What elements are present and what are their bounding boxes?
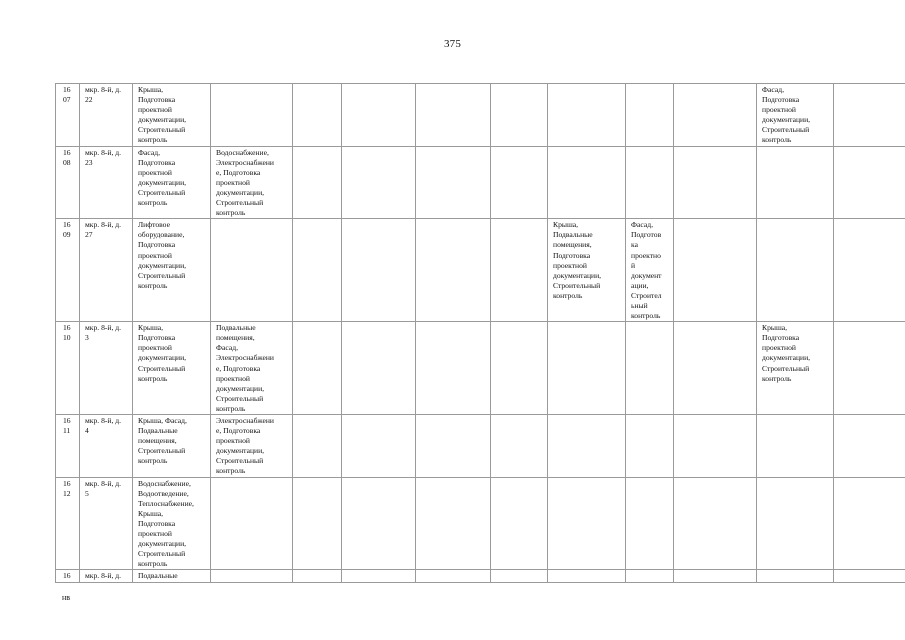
work-types-cell xyxy=(416,219,491,322)
work-types-cell xyxy=(834,322,905,415)
table-row xyxy=(56,322,905,415)
work-types-cell xyxy=(757,146,834,219)
work-types-cell: Крыша, Подвальные помещения, Подготовка проектной документации, Строительный контроль xyxy=(548,219,626,322)
work-types-cell xyxy=(416,146,491,219)
work-types-cell xyxy=(491,84,548,147)
work-types-cell: Электроснабжени е, Подготовка проектной документации, Строительный контроль xyxy=(211,415,293,478)
work-types-cell xyxy=(757,477,834,570)
address-cell: мкр. 8-й, д. 23 xyxy=(80,146,133,219)
work-types-cell xyxy=(491,219,548,322)
work-types-cell xyxy=(342,570,416,582)
footer-note: нв xyxy=(62,593,71,602)
work-types-cell xyxy=(491,570,548,582)
work-types-cell xyxy=(626,570,674,582)
table-row xyxy=(56,477,905,570)
work-types-cell xyxy=(834,146,905,219)
table-row xyxy=(56,219,905,322)
work-types-cell xyxy=(834,570,905,582)
work-types-cell xyxy=(491,477,548,570)
work-types-cell xyxy=(342,477,416,570)
address-cell: мкр. 8-й, д. 5 xyxy=(80,477,133,570)
work-types-cell xyxy=(342,219,416,322)
address-cell: мкр. 8-й, д. 3 xyxy=(80,322,133,415)
row-number-cell: 16 08 xyxy=(56,146,80,219)
row-number-cell: 16 12 xyxy=(56,477,80,570)
work-types-cell xyxy=(674,415,757,478)
work-types-cell xyxy=(548,322,626,415)
work-types-cell xyxy=(548,146,626,219)
work-types-cell xyxy=(416,84,491,147)
work-types-cell xyxy=(548,415,626,478)
work-types-cell xyxy=(416,477,491,570)
work-types-cell: Лифтовое оборудование, Подготовка проектной документации, Строительный контроль xyxy=(133,219,211,322)
work-types-cell xyxy=(293,570,342,582)
work-types-cell xyxy=(342,322,416,415)
work-types-cell xyxy=(674,570,757,582)
work-types-cell xyxy=(757,219,834,322)
work-types-cell: Подвальные xyxy=(133,570,211,582)
table-row xyxy=(56,570,905,582)
work-types-cell xyxy=(674,146,757,219)
work-types-cell xyxy=(674,84,757,147)
work-types-cell xyxy=(293,146,342,219)
work-types-cell xyxy=(626,322,674,415)
work-types-cell: Крыша, Фасад, Подвальные помещения, Строительный контроль xyxy=(133,415,211,478)
work-types-cell: Фасад, Подготов ка проектно й документ ации, Строител ьный контроль xyxy=(626,219,674,322)
work-types-cell: Подвальные помещения, Фасад, Электроснабжени е, Подготовка проектной документации, Строительный контроль xyxy=(211,322,293,415)
work-types-cell xyxy=(674,322,757,415)
work-types-cell: Фасад, Подготовка проектной документации, Строительный контроль xyxy=(133,146,211,219)
work-types-cell xyxy=(293,219,342,322)
table-row xyxy=(56,146,905,219)
work-types-cell xyxy=(834,415,905,478)
row-number-cell: 16 10 xyxy=(56,322,80,415)
work-types-cell: Крыша, Подготовка проектной документации, Строительный контроль xyxy=(133,322,211,415)
work-types-cell xyxy=(626,415,674,478)
work-types-cell xyxy=(674,477,757,570)
work-types-cell: Крыша, Подготовка проектной документации, Строительный контроль xyxy=(757,322,834,415)
work-types-cell: Водоснабжение, Электроснабжени е, Подготовка проектной документации, Строительный контроль xyxy=(211,146,293,219)
work-types-cell xyxy=(211,219,293,322)
work-types-cell xyxy=(626,146,674,219)
table-row xyxy=(56,415,905,478)
work-types-cell xyxy=(342,146,416,219)
work-types-cell xyxy=(834,477,905,570)
work-types-cell xyxy=(674,219,757,322)
work-types-cell xyxy=(491,146,548,219)
work-types-cell: Крыша, Подготовка проектной документации, Строительный контроль xyxy=(133,84,211,147)
work-types-cell xyxy=(757,415,834,478)
row-number-cell: 16 xyxy=(56,570,80,582)
address-cell: мкр. 8-й, д. xyxy=(80,570,133,582)
work-types-cell xyxy=(293,322,342,415)
registry-table-body xyxy=(56,84,905,583)
work-types-cell xyxy=(491,322,548,415)
row-number-cell: 16 11 xyxy=(56,415,80,478)
work-types-cell xyxy=(293,415,342,478)
work-types-cell xyxy=(416,322,491,415)
work-types-cell xyxy=(293,477,342,570)
work-types-cell xyxy=(416,415,491,478)
address-cell: мкр. 8-й, д. 22 xyxy=(80,84,133,147)
address-cell: мкр. 8-й, д. 4 xyxy=(80,415,133,478)
work-types-cell: Водоснабжение, Водоотведение, Теплоснабжение, Крыша, Подготовка проектной документации, Строительный контроль xyxy=(133,477,211,570)
work-types-cell xyxy=(548,570,626,582)
work-types-cell xyxy=(342,84,416,147)
row-number-cell: 16 09 xyxy=(56,219,80,322)
work-types-cell xyxy=(342,415,416,478)
work-types-cell xyxy=(834,219,905,322)
row-number-cell: 16 07 xyxy=(56,84,80,147)
work-types-cell xyxy=(416,570,491,582)
registry-table xyxy=(55,83,905,583)
work-types-cell xyxy=(548,84,626,147)
address-cell: мкр. 8-й, д. 27 xyxy=(80,219,133,322)
work-types-cell xyxy=(626,477,674,570)
work-types-cell xyxy=(548,477,626,570)
work-types-cell xyxy=(211,84,293,147)
work-types-cell: Фасад, Подготовка проектной документации, Строительный контроль xyxy=(757,84,834,147)
work-types-cell xyxy=(211,477,293,570)
work-types-cell xyxy=(626,84,674,147)
page-number: 375 xyxy=(443,38,462,50)
work-types-cell xyxy=(491,415,548,478)
work-types-cell xyxy=(757,570,834,582)
table-row xyxy=(56,84,905,147)
work-types-cell xyxy=(834,84,905,147)
work-types-cell xyxy=(211,570,293,582)
work-types-cell xyxy=(293,84,342,147)
